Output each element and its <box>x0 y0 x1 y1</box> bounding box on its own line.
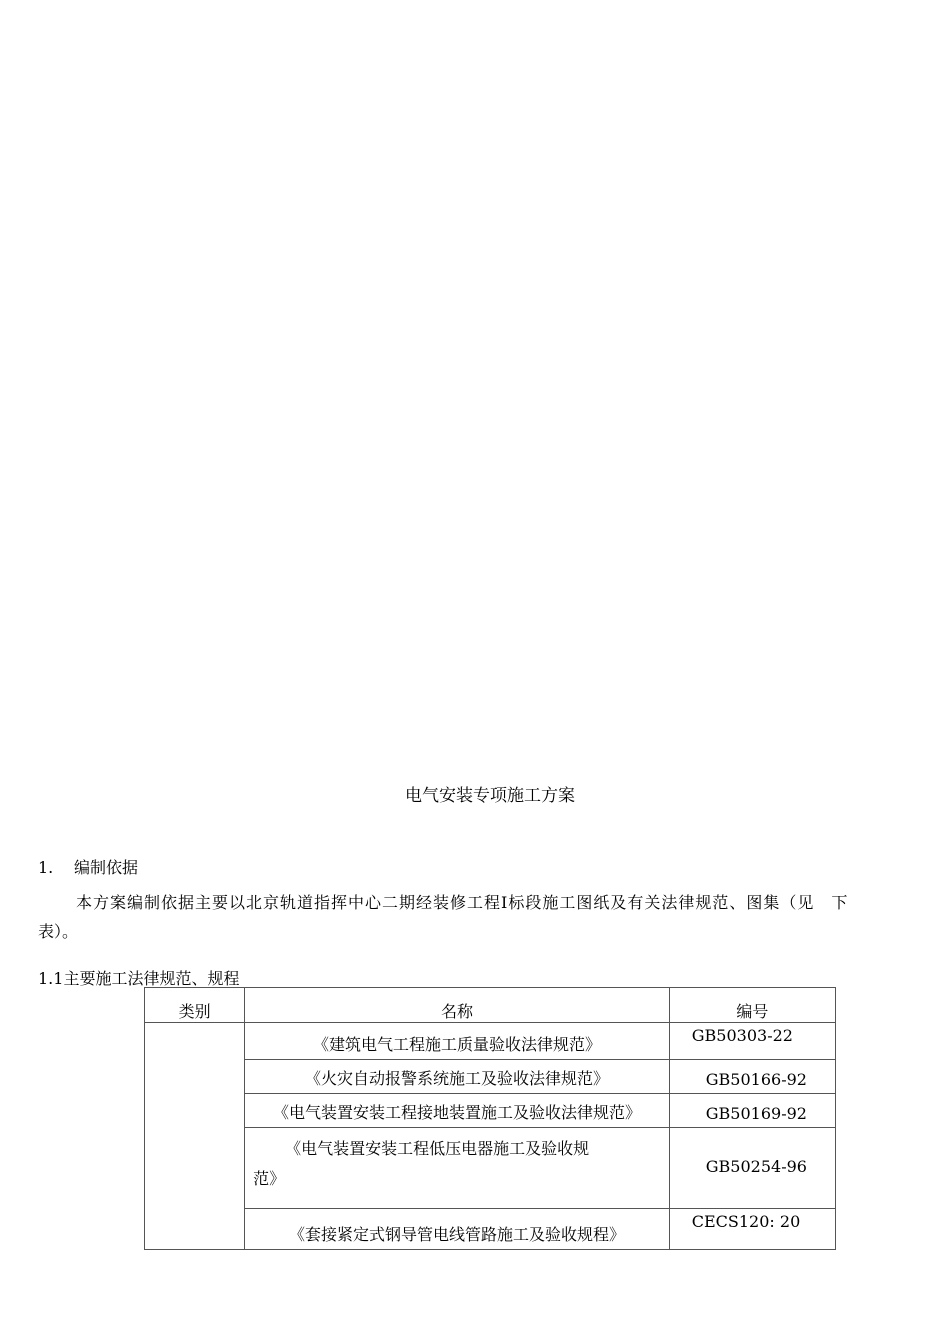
table-header-row <box>145 988 836 1023</box>
header-name: 名称 <box>245 988 670 1023</box>
section-number: 1. <box>38 858 54 877</box>
standard-name: 《建筑电气工程施工质量验收法律规范》 <box>245 1023 670 1060</box>
standard-code: GB50169-92 <box>669 1094 835 1128</box>
standard-name: 《套接紧定式钢导管电线管路施工及验收规程》 <box>245 1209 670 1250</box>
standard-code: GB50303-22 <box>669 1023 835 1060</box>
table-row <box>145 1094 836 1128</box>
standard-name-line-1: 《电气装置安装工程低压电器施工及验收规 <box>285 1139 590 1158</box>
standard-name <box>245 1128 670 1209</box>
standard-code: GB50254-96 <box>669 1128 835 1209</box>
standard-code: CECS120: 20 <box>669 1209 835 1250</box>
paragraph-line-1: 本方案编制依据主要以北京轨道指挥中心二期经装修工程Ⅰ标段施工图纸及有关法律规范、图集（见 下 <box>76 893 849 912</box>
header-code: 编号 <box>669 988 835 1023</box>
header-category: 类别 <box>145 988 245 1023</box>
table-row <box>145 1209 836 1250</box>
standards-table <box>144 987 836 1250</box>
standard-name-line-2: 范》 <box>253 1169 286 1188</box>
table-row <box>145 1060 836 1094</box>
paragraph-line-2: 表）。 <box>38 922 79 941</box>
document-title: 电气安装专项施工方案 <box>405 786 575 806</box>
standard-name: 《火灾自动报警系统施工及验收法律规范》 <box>245 1060 670 1094</box>
subsection-heading: 1.1主要施工法律规范、规程 <box>38 969 240 988</box>
section-title: 编制依据 <box>74 858 139 877</box>
category-cell <box>145 1023 245 1250</box>
table-row <box>145 1023 836 1060</box>
standard-name: 《电气装置安装工程接地装置施工及验收法律规范》 <box>245 1094 670 1128</box>
standard-code: GB50166-92 <box>669 1060 835 1094</box>
section-heading <box>38 855 138 878</box>
table-row <box>145 1128 836 1209</box>
